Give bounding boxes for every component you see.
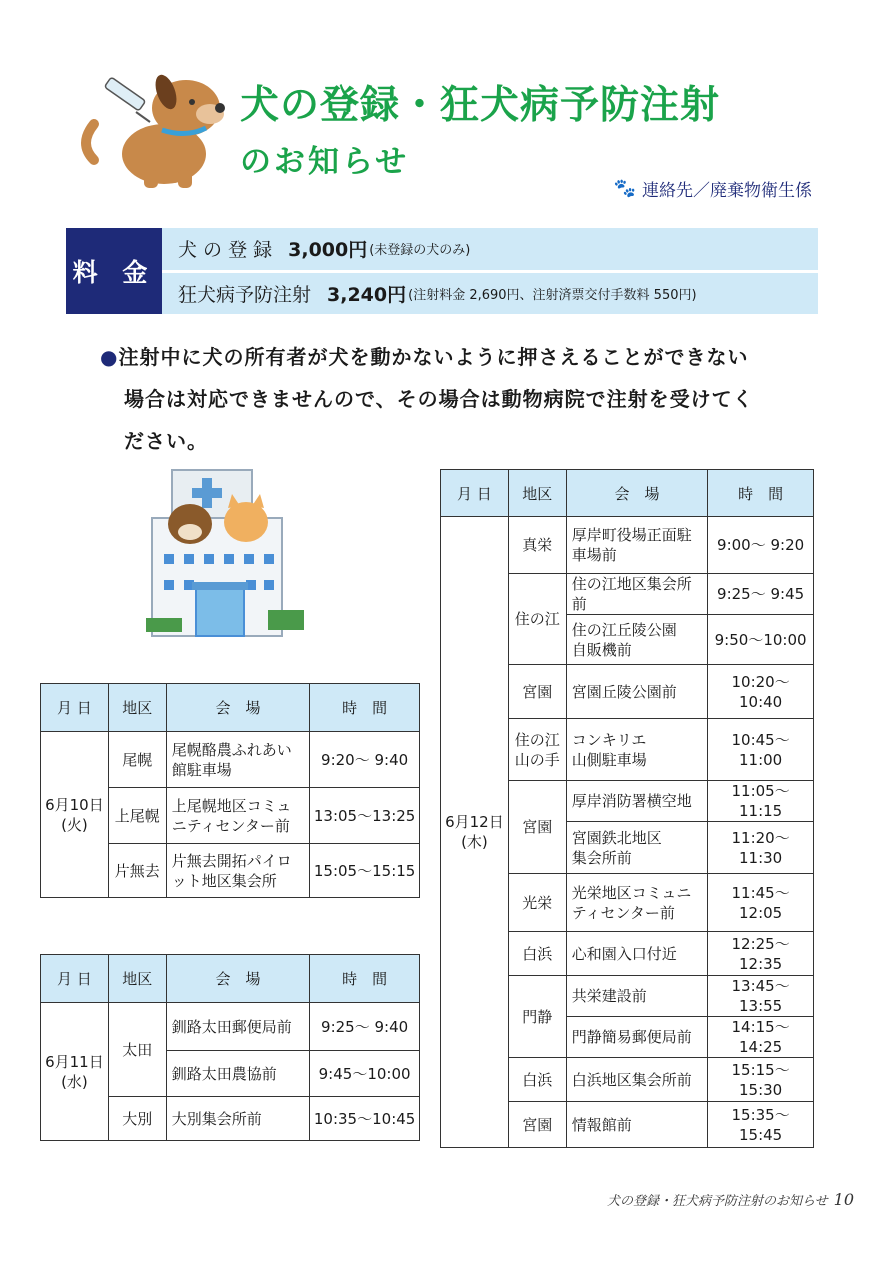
time-cell: 14:15～14:25 bbox=[708, 1017, 814, 1058]
date-cell: 6月11日 (水) bbox=[41, 1003, 109, 1141]
contact-info bbox=[614, 176, 812, 201]
header-venue: 会 場 bbox=[166, 955, 310, 1003]
venue-cell: 光栄地区コミュニ ティセンター前 bbox=[566, 874, 708, 932]
area-cell: 住の江 bbox=[508, 574, 566, 665]
time-cell: 10:35～10:45 bbox=[310, 1097, 420, 1141]
table-row bbox=[441, 517, 814, 574]
bullet-icon: ● bbox=[100, 345, 119, 369]
area-cell: 大別 bbox=[108, 1097, 166, 1141]
venue-cell: 共栄建設前 bbox=[566, 976, 708, 1017]
header-date: 月 日 bbox=[41, 955, 109, 1003]
notice-line-3: ださい。 bbox=[124, 429, 208, 453]
schedule-table-0610 bbox=[40, 683, 420, 898]
area-cell: 宮園 bbox=[508, 665, 566, 719]
area-cell: 太田 bbox=[108, 1003, 166, 1097]
fee-label: 料 金 bbox=[66, 228, 162, 314]
venue-cell: 片無去開拓パイロ ット地区集会所 bbox=[166, 844, 310, 898]
date-cell: 6月10日 (火) bbox=[41, 732, 109, 898]
paw-icon: 🐾 bbox=[613, 178, 636, 199]
venue-cell: 宮園丘陵公園前 bbox=[566, 665, 708, 719]
venue-cell: 厚岸消防署横空地 bbox=[566, 781, 708, 822]
fee-note: (注射料金 2,690円、注射済票交付手数料 550円) bbox=[408, 287, 697, 303]
venue-cell: 厚岸町役場正面駐 車場前 bbox=[566, 517, 708, 574]
fee-note: (未登録の犬のみ) bbox=[369, 243, 471, 259]
header-time: 時 間 bbox=[708, 470, 814, 517]
area-cell: 尾幌 bbox=[108, 732, 166, 788]
time-cell: 9:25～ 9:40 bbox=[310, 1003, 420, 1051]
fee-box bbox=[66, 228, 818, 314]
time-cell: 9:25～ 9:45 bbox=[708, 574, 814, 615]
header-venue: 会 場 bbox=[166, 684, 310, 732]
area-cell: 真栄 bbox=[508, 517, 566, 574]
fee-name: 犬 の 登 録 bbox=[178, 239, 273, 262]
fee-name: 狂犬病予防注射 bbox=[178, 283, 312, 306]
venue-cell: 門静簡易郵便局前 bbox=[566, 1017, 708, 1058]
footer-text: 犬の登録・狂犬病予防注射のお知らせ bbox=[607, 1194, 828, 1209]
fee-row-vaccine bbox=[162, 273, 818, 315]
header-venue: 会 場 bbox=[566, 470, 708, 517]
time-cell: 13:05～13:25 bbox=[310, 788, 420, 844]
area-cell: 住の江 山の手 bbox=[508, 719, 566, 781]
venue-cell: コンキリエ 山側駐車場 bbox=[566, 719, 708, 781]
time-cell: 13:45～13:55 bbox=[708, 976, 814, 1017]
fee-price: 3,240円 bbox=[327, 283, 407, 306]
fee-price: 3,000円 bbox=[288, 239, 368, 262]
venue-cell: 白浜地区集会所前 bbox=[566, 1058, 708, 1102]
time-cell: 9:20～ 9:40 bbox=[310, 732, 420, 788]
venue-cell: 大別集会所前 bbox=[166, 1097, 310, 1141]
time-cell: 9:45～10:00 bbox=[310, 1051, 420, 1097]
venue-cell: 住の江地区集会所前 bbox=[566, 574, 708, 615]
venue-cell: 上尾幌地区コミュ ニティセンター前 bbox=[166, 788, 310, 844]
contact-text: 連絡先／廃棄物衛生係 bbox=[642, 181, 812, 201]
area-cell: 光栄 bbox=[508, 874, 566, 932]
fee-row-registration bbox=[162, 228, 818, 270]
page-title: 犬の登録・狂犬病予防注射 bbox=[240, 83, 721, 128]
notice-line-1: 注射中に犬の所有者が犬を動かないように押さえることができない bbox=[118, 345, 749, 369]
area-cell: 白浜 bbox=[508, 1058, 566, 1102]
time-cell: 11:05～11:15 bbox=[708, 781, 814, 822]
table-row bbox=[41, 732, 420, 788]
time-cell: 9:00～ 9:20 bbox=[708, 517, 814, 574]
header-time: 時 間 bbox=[310, 955, 420, 1003]
page-number: 10 bbox=[833, 1190, 854, 1209]
time-cell: 15:35～15:45 bbox=[708, 1102, 814, 1148]
page-footer bbox=[607, 1190, 854, 1209]
time-cell: 15:05～15:15 bbox=[310, 844, 420, 898]
header-area: 地区 bbox=[108, 955, 166, 1003]
venue-cell: 宮園鉄北地区 集会所前 bbox=[566, 822, 708, 874]
header-area: 地区 bbox=[108, 684, 166, 732]
table-row bbox=[41, 1003, 420, 1051]
area-cell: 宮園 bbox=[508, 1102, 566, 1148]
area-cell: 上尾幌 bbox=[108, 788, 166, 844]
time-cell: 12:25～12:35 bbox=[708, 932, 814, 976]
area-cell: 白浜 bbox=[508, 932, 566, 976]
time-cell: 15:15～15:30 bbox=[708, 1058, 814, 1102]
time-cell: 11:45～12:05 bbox=[708, 874, 814, 932]
notice-text bbox=[100, 336, 820, 462]
venue-cell: 情報館前 bbox=[566, 1102, 708, 1148]
schedule-table-0612 bbox=[440, 469, 814, 1148]
header-date: 月 日 bbox=[41, 684, 109, 732]
time-cell: 10:45～11:00 bbox=[708, 719, 814, 781]
venue-cell: 住の江丘陵公園 自販機前 bbox=[566, 615, 708, 665]
header-date: 月 日 bbox=[441, 470, 509, 517]
header-time: 時 間 bbox=[310, 684, 420, 732]
animal-hospital-illustration bbox=[146, 462, 308, 644]
venue-cell: 釧路太田郵便局前 bbox=[166, 1003, 310, 1051]
time-cell: 9:50～10:00 bbox=[708, 615, 814, 665]
notice-line-2: 場合は対応できませんので、その場合は動物病院で注射を受けてく bbox=[124, 387, 754, 411]
venue-cell: 尾幌酪農ふれあい 館駐車場 bbox=[166, 732, 310, 788]
area-cell: 門静 bbox=[508, 976, 566, 1058]
time-cell: 11:20～11:30 bbox=[708, 822, 814, 874]
venue-cell: 心和園入口付近 bbox=[566, 932, 708, 976]
area-cell: 宮園 bbox=[508, 781, 566, 874]
header-area: 地区 bbox=[508, 470, 566, 517]
time-cell: 10:20～10:40 bbox=[708, 665, 814, 719]
date-cell: 6月12日 (木) bbox=[441, 517, 509, 1148]
page-subtitle: のお知らせ bbox=[240, 144, 410, 180]
schedule-table-0611 bbox=[40, 954, 420, 1141]
area-cell: 片無去 bbox=[108, 844, 166, 898]
dog-vaccine-illustration bbox=[74, 64, 234, 192]
venue-cell: 釧路太田農協前 bbox=[166, 1051, 310, 1097]
